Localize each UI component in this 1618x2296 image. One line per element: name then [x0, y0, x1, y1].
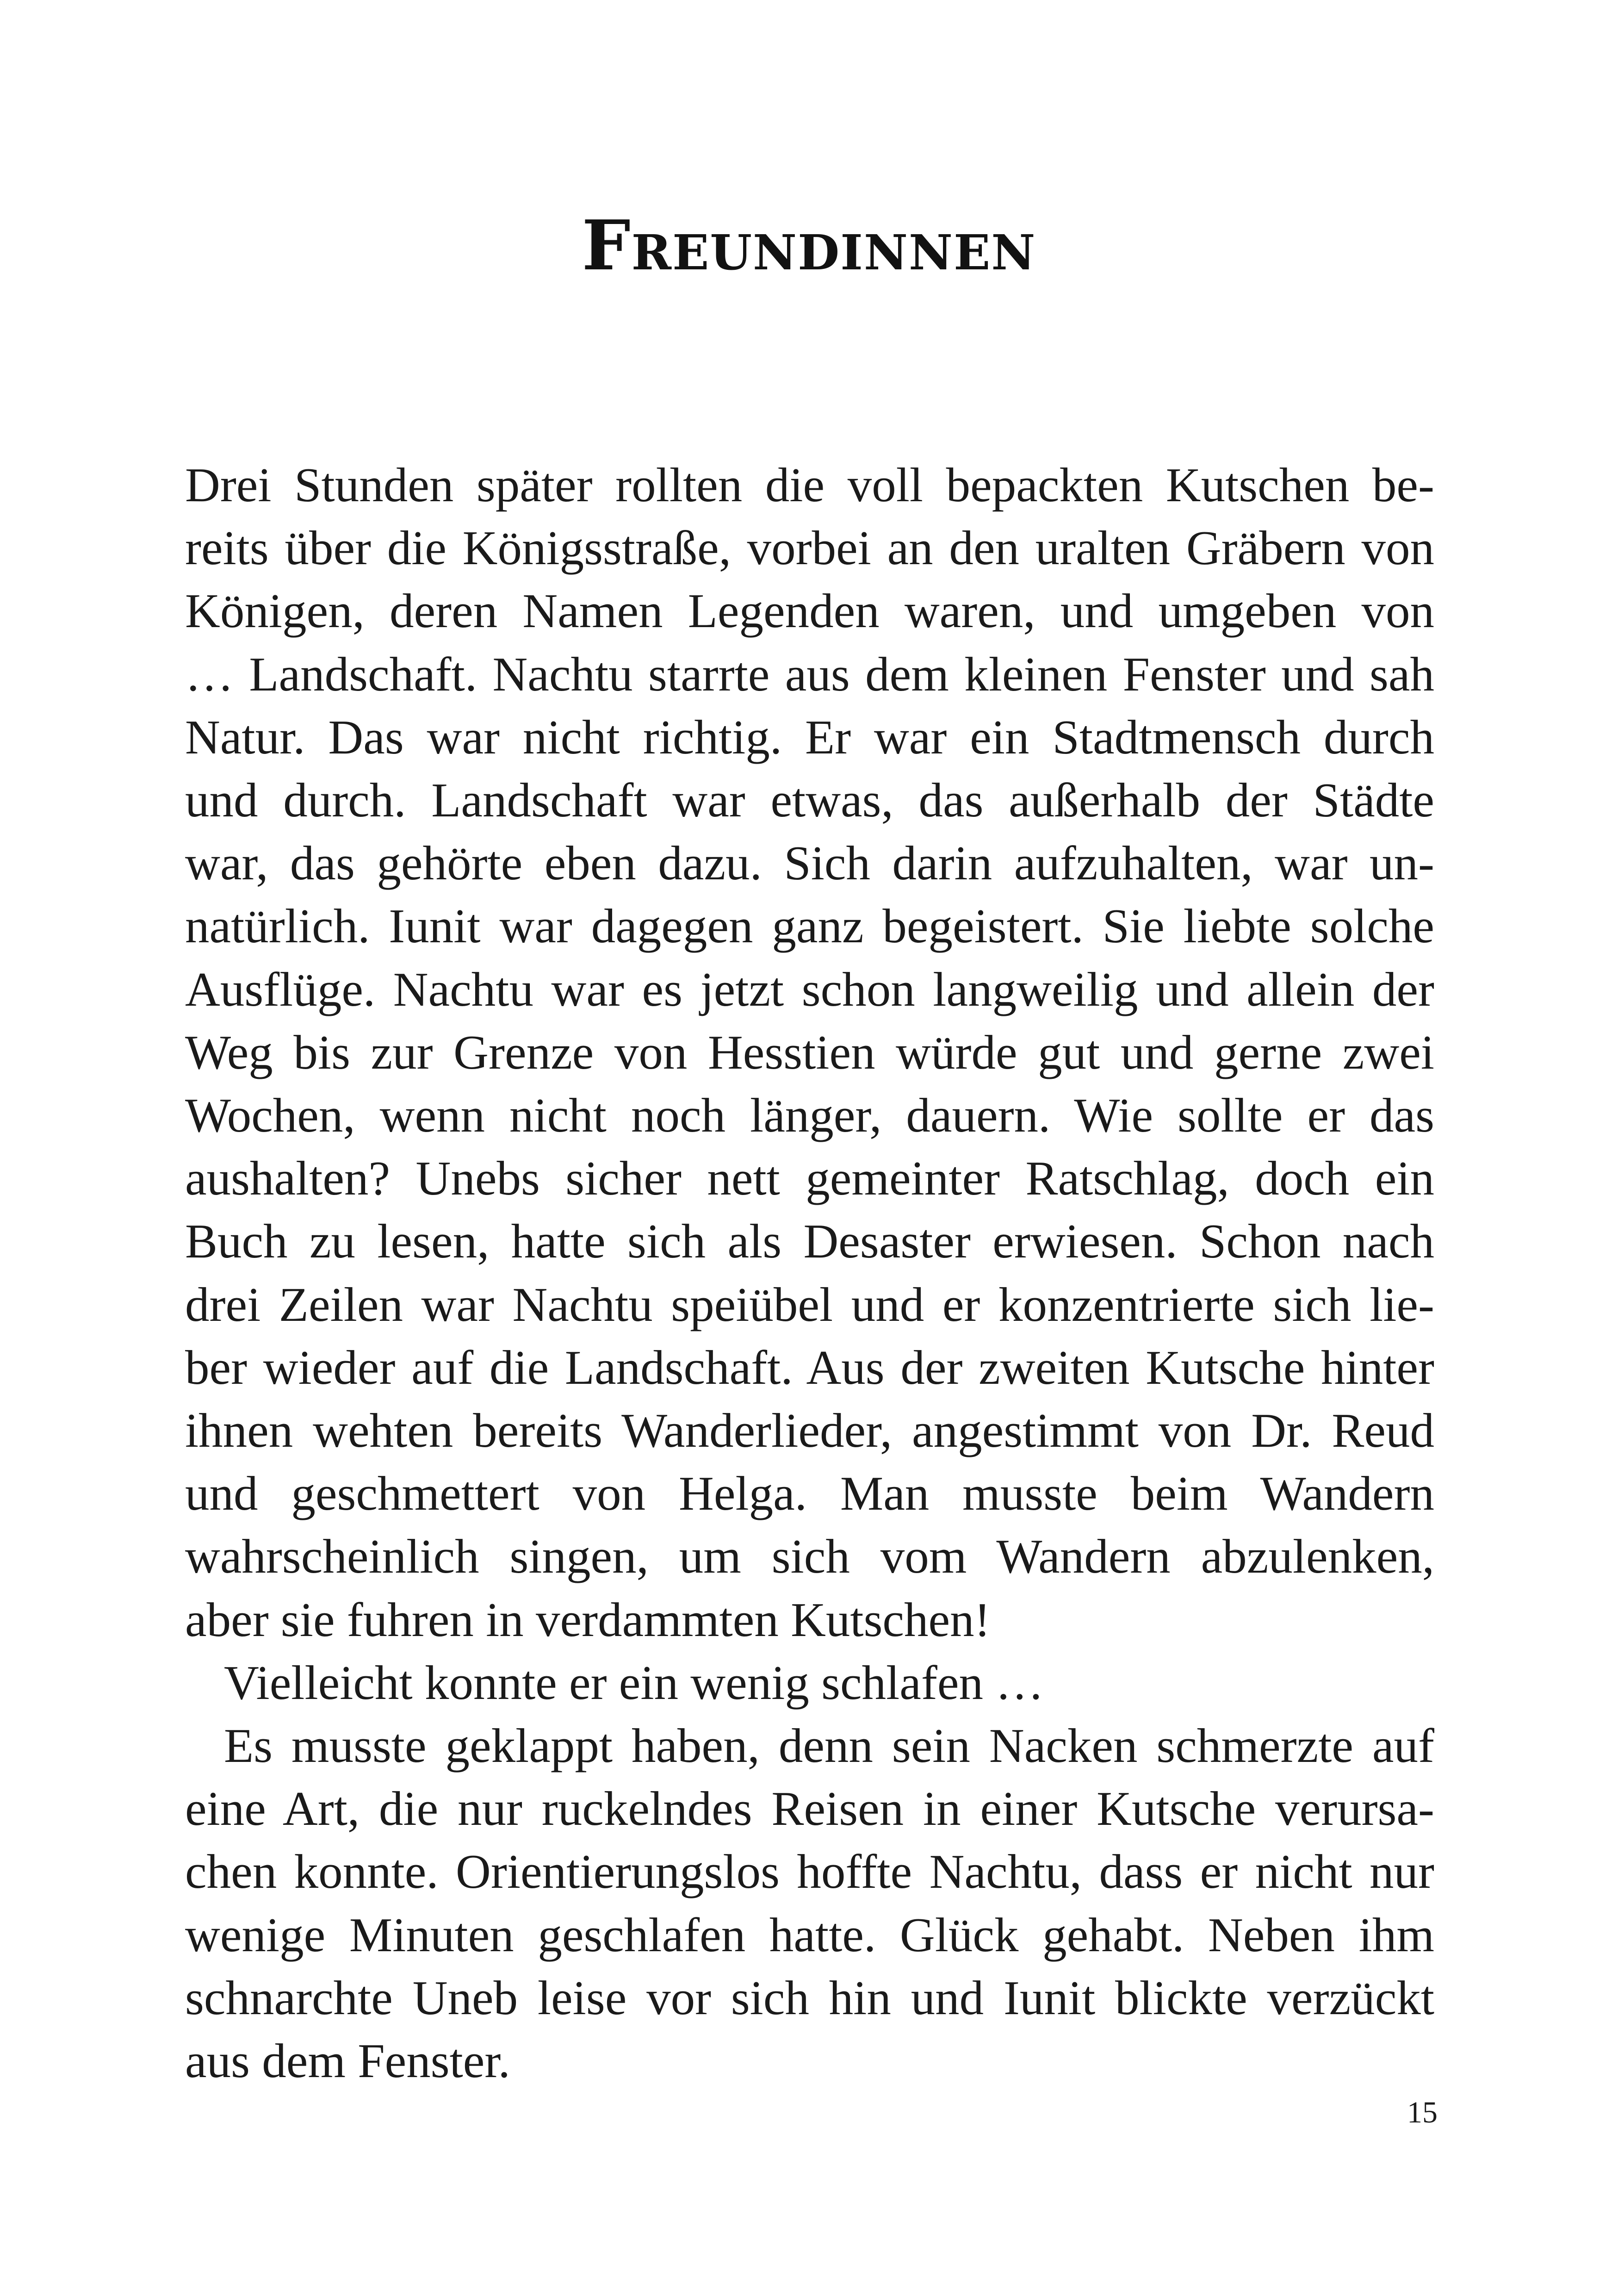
chapter-title: Freundinnen	[582, 205, 1036, 286]
text-line: … Landschaft. Nachtu starrte aus dem kleinen Fenster und sah	[185, 647, 1434, 701]
text-line: chen konnte. Orientierungslos hoffte Nachtu, dass er nicht nur	[185, 1844, 1434, 1899]
text-line: schnarchte Uneb leise vor sich hin und Iunit blickte verzückt	[185, 1970, 1434, 2025]
text-line: wahrscheinlich singen, um sich vom Wandern abzulenken,	[185, 1529, 1434, 1584]
text-line: ihnen wehten bereits Wanderlieder, angestimmt von Dr. Reud	[185, 1403, 1434, 1458]
text-line: natürlich. Iunit war dagegen ganz begeistert. Sie liebte solche	[185, 899, 1434, 953]
text-line: ber wieder auf die Landschaft. Aus der zweiten Kutsche hinter	[185, 1340, 1434, 1394]
page-number: 15	[1407, 2096, 1438, 2129]
text-line: Drei Stunden später rollten die voll bepackten Kutschen be-	[185, 458, 1434, 512]
text-line: Wochen, wenn nicht noch länger, dauern. Wie sollte er das	[185, 1088, 1434, 1143]
text-line: und geschmettert von Helga. Man musste beim Wandern	[185, 1466, 1434, 1521]
text-line: eine Art, die nur ruckelndes Reisen in einer Kutsche verursa-	[185, 1781, 1434, 1836]
text-line: Ausflüge. Nachtu war es jetzt schon langweilig und allein der	[185, 962, 1434, 1016]
text-line: aushalten? Unebs sicher nett gemeinter Ratschlag, doch ein	[185, 1151, 1434, 1206]
text-line: war, das gehörte eben dazu. Sich darin aufzuhalten, war un-	[185, 836, 1434, 890]
paragraph	[185, 1714, 1434, 2092]
text-line: reits über die Königsstraße, vorbei an den uralten Gräbern von	[185, 521, 1434, 575]
text-line: aber sie fuhren in verdammten Kutschen!	[185, 1592, 991, 1647]
text-line: Weg bis zur Grenze von Hesstien würde gut und gerne zwei	[185, 1025, 1434, 1079]
text-line: aus dem Fenster.	[185, 2034, 510, 2088]
text-line: Es musste geklappt haben, denn sein Nacken schmerzte auf	[224, 1718, 1434, 1773]
text-line: Vielleicht konnte er ein wenig schlafen …	[224, 1655, 1044, 1710]
paragraph	[185, 1651, 1434, 1714]
paragraph	[185, 454, 1434, 1651]
text-line: Buch zu lesen, hatte sich als Desaster erwiesen. Schon nach	[185, 1214, 1434, 1269]
text-line: Natur. Das war nicht richtig. Er war ein Stadtmensch durch	[185, 709, 1434, 764]
text-line: Königen, deren Namen Legenden waren, und umgeben von	[185, 584, 1434, 638]
text-line: wenige Minuten geschlafen hatte. Glück gehabt. Neben ihm	[185, 1907, 1434, 1962]
body-text	[185, 454, 1434, 2092]
text-line: und durch. Landschaft war etwas, das außerhalb der Städte	[185, 773, 1434, 828]
text-line: drei Zeilen war Nachtu speiübel und er konzentrierte sich lie-	[185, 1277, 1434, 1332]
